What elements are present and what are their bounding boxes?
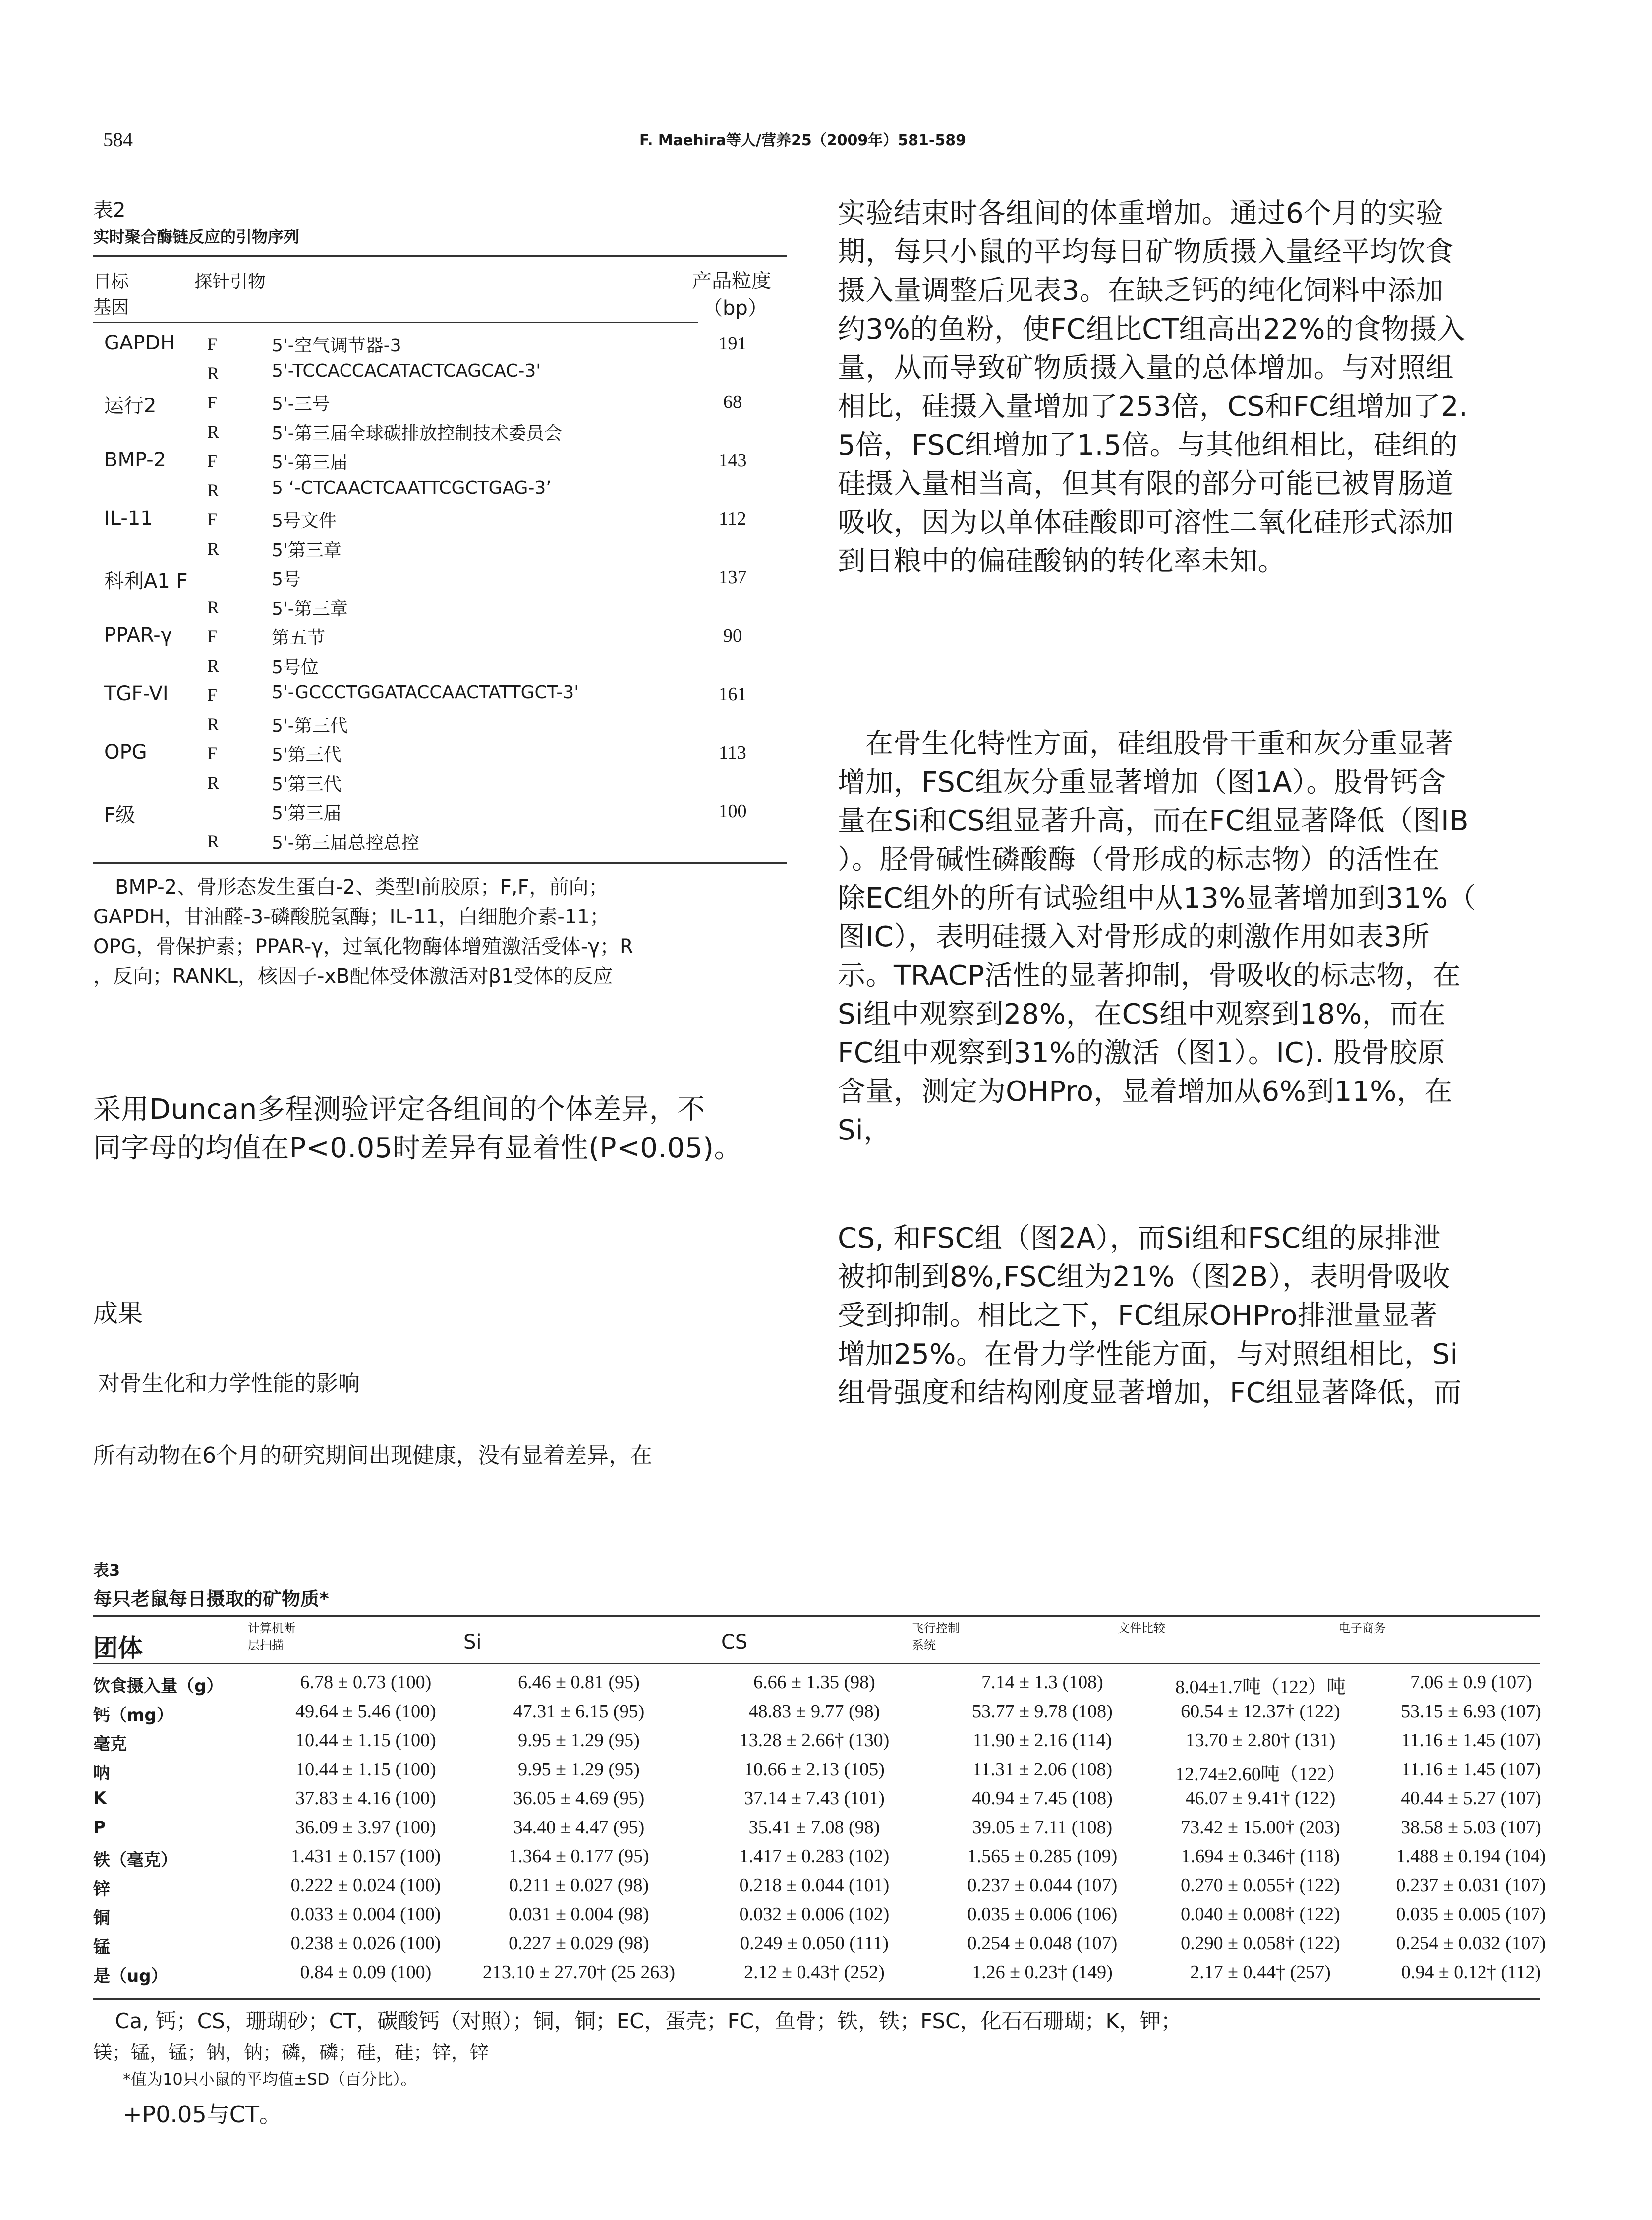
table3-footnote-abbrev: Ca, 钙；CS，珊瑚砂；CT，碳酸钙（对照）；铜，铜；EC，蛋壳；FC，鱼骨；铁，铁；FSC，化石石珊瑚；K，钾； — [115, 2009, 1182, 2033]
table2-direction-cell: R — [207, 656, 220, 676]
table3-bottom-rule — [93, 1998, 1540, 2000]
table2-gene-cell: IL-11 — [104, 507, 153, 530]
table3-cell: 0.031 ± 0.004 (98) — [509, 1904, 649, 1925]
table2-row — [93, 388, 787, 417]
subsection-heading: 对骨生化和力学性能的影响 — [98, 1371, 360, 1396]
text-line: 相比，硅摄入量增加了253倍，CS和FC组增加了2. — [838, 391, 1468, 423]
table3-cell: 0.237 ± 0.044 (107) — [967, 1875, 1118, 1896]
table3-cell: 48.83 ± 9.77 (98) — [748, 1701, 880, 1722]
table3-row-label: P — [93, 1818, 106, 1837]
table3-cell: 1.488 ± 0.194 (104) — [1396, 1846, 1546, 1867]
table2-size-cell: 113 — [719, 742, 746, 763]
table2-row — [93, 534, 787, 563]
table3-row — [93, 1785, 1540, 1814]
column-header-line: 飞行控制 — [912, 1621, 960, 1635]
table3-footnote-abbrev-2: 镁；锰，锰；钠，钠；磷，磷；硅，硅；锌，锌 — [93, 2042, 489, 2063]
table3-cell: 11.90 ± 2.16 (114) — [972, 1730, 1112, 1751]
text-line: 示。TRACP活性的显著抑制，骨吸收的标志物，在 — [838, 960, 1461, 992]
table3-cell: 10.66 ± 2.13 (105) — [744, 1759, 885, 1780]
table2-size-cell: 161 — [718, 684, 747, 705]
text-line: 采用Duncan多程测验评定各组间的个体差异，不 — [93, 1093, 705, 1126]
table3-row-label: 钙（mg） — [93, 1706, 173, 1725]
table3-column-header — [1338, 1620, 1386, 1637]
table2-sequence-cell: 5'-三号 — [272, 394, 330, 414]
table3-cell: 2.12 ± 0.43† (252) — [744, 1962, 885, 1983]
table2-sequence-cell: 5 ‘-CTCAACTCAATTCGCTGAG-3’ — [272, 478, 552, 498]
text-line: ）。胫骨碱性磷酸酶（骨形成的标志物）的活性在 — [838, 844, 1440, 876]
text-line: 到日粮中的偏硅酸钠的转化率未知。 — [838, 545, 1286, 577]
table3-cell: 73.42 ± 15.00† (203) — [1181, 1817, 1340, 1838]
table2-bottom-rule — [93, 862, 787, 864]
table3-group-header: 团体 — [93, 1634, 143, 1662]
table3-row-label: 铁（毫克） — [93, 1850, 177, 1870]
table2-row — [93, 476, 787, 505]
table2-size-cell: 112 — [719, 509, 746, 529]
table3-row — [93, 1815, 1540, 1843]
text-line: 被抑制到8%,FSC组为21%（图2B），表明骨吸收 — [838, 1261, 1451, 1293]
table3-row-label: 毫克 — [93, 1734, 127, 1754]
table2-sequence-cell: 5'-第三届 — [272, 453, 348, 473]
table2-header-size: 产品粒度 — [692, 270, 771, 292]
table3-cell: 0.249 ± 0.050 (111) — [740, 1933, 889, 1954]
table2-row — [93, 359, 787, 388]
table2-direction-cell: F — [207, 334, 218, 354]
table2-gene-cell: PPAR-γ — [104, 624, 172, 647]
table3-top-rule — [93, 1615, 1540, 1617]
table3-row-label: 饮食摄入量（g） — [93, 1676, 224, 1696]
table2-row — [93, 564, 787, 592]
table2-direction-cell: R — [207, 363, 220, 383]
table2-header-size-unit: （bp） — [703, 297, 768, 320]
table2-row — [93, 447, 787, 475]
table3-cell: 0.218 ± 0.044 (101) — [739, 1875, 890, 1896]
table2-header-rule — [93, 322, 698, 323]
table2-footnote-line: ，反向；RANKL，核因子-xB配体受体激活对β1受体的反应 — [93, 965, 613, 988]
text-line: 约3%的鱼粉，使FC组比CT组高出22%的食物摄入 — [838, 313, 1466, 345]
text-line: 量，从而导致矿物质摄入量的总体增加。与对照组 — [838, 352, 1454, 384]
table3-cell: 9.95 ± 1.29 (95) — [518, 1730, 640, 1751]
table3-row — [93, 1959, 1540, 1988]
table3-cell: 46.07 ± 9.41† (122) — [1185, 1788, 1336, 1809]
text-line: 除EC组外的所有试验组中从13%显著增加到31%（ — [838, 882, 1476, 914]
text-line: 组骨强度和结构刚度显著增加，FC组显著降低，而 — [838, 1377, 1462, 1409]
table2-row — [93, 651, 787, 680]
table2-direction-cell: F — [207, 743, 218, 763]
table2-sequence-cell: 5'-第三代 — [272, 716, 348, 736]
table3-cell: 0.270 ± 0.055† (122) — [1181, 1875, 1340, 1896]
table2-footnote-line: GAPDH，甘油醛-3-磷酸脱氢酶；IL-11，白细胞介素-11； — [93, 906, 610, 928]
table3-cell: 7.06 ± 0.9 (107) — [1410, 1672, 1532, 1693]
table2-footnote-line: OPG，骨保护素；PPAR-γ，过氧化物酶体增殖激活受体-γ；R — [93, 935, 633, 958]
table3-row — [93, 1669, 1540, 1698]
table2-row — [93, 797, 787, 826]
column-header-line: 层扫描 — [248, 1638, 284, 1652]
table2-row — [93, 505, 787, 534]
table3-row — [93, 1843, 1546, 1872]
table3-cell: 0.211 ± 0.027 (98) — [509, 1875, 649, 1896]
table3-row-label: 锰 — [93, 1937, 110, 1957]
table3-footnote-dagger: +P0.05与CT。 — [123, 2101, 282, 2128]
table3-cell: 7.14 ± 1.3 (108) — [981, 1672, 1103, 1693]
table3-cell: 9.95 ± 1.29 (95) — [518, 1759, 640, 1780]
table2-direction-cell: R — [207, 773, 220, 793]
table3-cell: 10.44 ± 1.15 (100) — [295, 1730, 436, 1751]
page-number: 584 — [103, 128, 133, 151]
table2-row — [93, 622, 787, 651]
table2-gene-cell: 科利A1 F — [104, 570, 188, 593]
table3-cell: 2.17 ± 0.44† (257) — [1190, 1962, 1331, 1983]
table2-size-cell: 68 — [723, 392, 742, 412]
table3-cell: 6.78 ± 0.73 (100) — [300, 1672, 432, 1693]
table3-cell: 6.66 ± 1.35 (98) — [753, 1672, 875, 1693]
right-paragraph-2 — [838, 725, 1551, 1150]
table3-cell: 12.74±2.60吨（122） — [1175, 1764, 1346, 1785]
table3-cell: 36.09 ± 3.97 (100) — [295, 1817, 436, 1838]
table3-row-label: K — [93, 1788, 107, 1808]
text-line: Si， — [838, 1114, 892, 1146]
table2-gene-cell: BMP-2 — [104, 449, 167, 471]
table3-cell: 1.431 ± 0.157 (100) — [290, 1846, 441, 1867]
table3-column-header — [463, 1631, 482, 1653]
text-line: 受到抑制。相比之下，FC组尿OHPro排泄量显著 — [838, 1300, 1438, 1332]
column-header-line: 电子商务 — [1338, 1621, 1386, 1635]
table2-size-cell: 100 — [718, 801, 747, 822]
table3-cell: 0.222 ± 0.024 (100) — [290, 1875, 441, 1896]
text-line: 吸收，因为以单体硅酸即可溶性二氧化硅形式添加 — [838, 507, 1454, 539]
section-heading-results: 成果 — [93, 1299, 143, 1328]
table3-cell: 11.31 ± 2.06 (108) — [972, 1759, 1113, 1780]
table2-footnote — [93, 872, 799, 991]
table3-cell: 13.28 ± 2.66† (130) — [739, 1730, 890, 1751]
text-line: 图IC），表明硅摄入对骨形成的刺激作用如表3所 — [838, 921, 1430, 953]
right-paragraph-1 — [838, 194, 1551, 581]
table3-cell: 36.05 ± 4.69 (95) — [513, 1788, 645, 1809]
running-header: F. Maehira等人/营养25（2009年）581-589 — [639, 132, 966, 149]
table3-cell: 0.040 ± 0.008† (122) — [1181, 1904, 1340, 1925]
text-line: CS, 和FSC组（图2A），而Si组和FSC组的尿排泄 — [838, 1222, 1441, 1254]
table3-row — [93, 1727, 1540, 1756]
table3-row — [93, 1901, 1546, 1930]
table3-row-label: 锌 — [93, 1879, 110, 1899]
table3-cell: 34.40 ± 4.47 (95) — [513, 1817, 645, 1838]
table3-row — [93, 1873, 1546, 1901]
table2-direction-cell: R — [207, 831, 220, 851]
table2-gene-cell: F级 — [104, 804, 136, 827]
table2-direction-cell: F — [207, 626, 218, 646]
table2-direction-cell: R — [207, 597, 220, 617]
table3-cell: 0.035 ± 0.006 (106) — [967, 1904, 1118, 1925]
text-line: 增加，FSC组灰分重显著增加（图1A）。股骨钙含 — [838, 766, 1446, 798]
table3-cell: 0.227 ± 0.029 (98) — [509, 1933, 649, 1954]
table2-sequence-cell: 5'-第三届全球碳排放控制技术委员会 — [272, 423, 562, 444]
table2-row — [93, 417, 787, 446]
table2-top-rule — [93, 255, 787, 257]
table2-sequence-cell: 第五节 — [272, 628, 326, 648]
text-line: Si组中观察到28%，在CS组中观察到18%，而在 — [838, 998, 1446, 1030]
table2-header-target: 目标 — [93, 272, 129, 292]
table2-size-cell: 137 — [718, 567, 747, 588]
table3-cell: 11.16 ± 1.45 (107) — [1401, 1759, 1541, 1780]
table3-cell: 37.14 ± 7.43 (101) — [744, 1788, 885, 1809]
table3-cell: 0.254 ± 0.032 (107) — [1396, 1933, 1546, 1954]
text-line: 增加25%。在骨力学性能方面，与对照组相比，Si — [838, 1338, 1458, 1370]
table2-direction-cell: F — [207, 451, 218, 471]
table2-header-primer: 探针引物 — [194, 272, 266, 292]
table3-cell: 35.41 ± 7.08 (98) — [748, 1817, 880, 1838]
column-header-line: 文件比较 — [1118, 1621, 1165, 1635]
table3-cell: 53.15 ± 6.93 (107) — [1401, 1701, 1541, 1722]
table3-cell: 0.032 ± 0.006 (102) — [739, 1904, 890, 1925]
table3-label: 表3 — [93, 1561, 120, 1580]
column-header-line: CS — [721, 1631, 748, 1653]
table3-cell: 1.26 ± 0.23† (149) — [972, 1962, 1113, 1983]
table2-title: 实时聚合酶链反应的引物序列 — [93, 228, 300, 246]
table2-gene-cell: OPG — [104, 741, 147, 764]
table3-cell: 0.290 ± 0.058† (122) — [1181, 1933, 1340, 1954]
table2-gene-cell: TGF-VI — [104, 683, 169, 705]
right-paragraph-3 — [838, 1219, 1551, 1413]
text-line: 5倍，FSC组增加了1.5倍。与其他组相比，硅组的 — [838, 429, 1458, 461]
table2-sequence-cell: 5'第三代 — [272, 745, 342, 765]
table2-header-gene: 基因 — [93, 297, 129, 318]
table2-direction-cell: F — [207, 685, 218, 705]
table2-direction-cell: R — [207, 480, 220, 500]
table2-row — [93, 330, 787, 358]
text-line: 期，每只小鼠的平均每日矿物质摄入量经平均饮食 — [838, 236, 1454, 268]
table2-direction-cell: R — [207, 422, 220, 442]
text-line: 硅摄入量相当高，但其有限的部分可能已被胃肠道 — [838, 468, 1454, 500]
table3-cell: 49.64 ± 5.46 (100) — [295, 1701, 436, 1722]
table3-cell: 38.58 ± 5.03 (107) — [1401, 1817, 1541, 1838]
table3-cell: 1.694 ± 0.346† (118) — [1181, 1846, 1340, 1867]
table3-cell: 213.10 ± 27.70† (25 263) — [482, 1962, 676, 1983]
table2-row — [93, 681, 787, 709]
table2-sequence-cell: 5号位 — [272, 657, 319, 678]
table2-sequence-cell: 5'第三章 — [272, 540, 342, 561]
table3-cell: 53.77 ± 9.78 (108) — [972, 1701, 1113, 1722]
table2-sequence-cell: 5'第三届 — [272, 803, 342, 824]
table3-header-rule — [93, 1663, 1540, 1664]
table2-sequence-cell: 5'第三代 — [272, 774, 342, 795]
table3-cell: 0.94 ± 0.12† (112) — [1401, 1962, 1541, 1983]
table2-row — [93, 827, 787, 855]
table3-cell: 0.035 ± 0.005 (107) — [1396, 1904, 1546, 1925]
table3-cell: 0.238 ± 0.026 (100) — [290, 1933, 441, 1954]
table3-cell: 6.46 ± 0.81 (95) — [518, 1672, 640, 1693]
column-header-line: 系统 — [912, 1638, 936, 1652]
table2-size-cell: 90 — [723, 626, 742, 646]
text-line: 含量，测定为OHPro，显着增加从6%到11%，在 — [838, 1076, 1453, 1108]
table3-row-label: 呐 — [93, 1764, 110, 1783]
table3-row — [93, 1757, 1540, 1785]
table2-sequence-cell: 5号文件 — [272, 511, 337, 531]
text-line: 摄入量调整后见表3。在缺乏钙的纯化饲料中添加 — [838, 275, 1444, 307]
table3-cell: 60.54 ± 12.37† (122) — [1181, 1701, 1340, 1722]
table3-cell: 37.83 ± 4.16 (100) — [295, 1788, 436, 1809]
table3-row-label: 是（ug） — [93, 1966, 168, 1986]
table3-cell: 13.70 ± 2.80† (131) — [1185, 1730, 1336, 1751]
column-header-line: 计算机断 — [248, 1621, 295, 1635]
table3-title: 每只老鼠每日摄取的矿物质* — [93, 1588, 329, 1610]
table3-cell: 0.033 ± 0.004 (100) — [290, 1904, 441, 1925]
table2-gene-cell: GAPDH — [104, 332, 175, 354]
column-header-line: Si — [463, 1631, 482, 1653]
text-line: 实验结束时各组间的体重增加。通过6个月的实验 — [838, 197, 1444, 229]
table3-cell: 0.237 ± 0.031 (107) — [1396, 1875, 1546, 1896]
table3-cell: 8.04±1.7吨（122）吨 — [1175, 1677, 1346, 1698]
table2-sequence-cell: 5号 — [272, 569, 301, 590]
table2-row — [93, 739, 787, 768]
table3-row — [93, 1931, 1546, 1959]
table3-cell: 0.84 ± 0.09 (100) — [300, 1962, 432, 1983]
table3-cell: 40.44 ± 5.27 (107) — [1401, 1788, 1541, 1809]
table3-cell: 1.364 ± 0.177 (95) — [509, 1846, 649, 1867]
table2-gene-cell: 运行2 — [104, 395, 157, 417]
table2-direction-cell: F — [207, 393, 218, 412]
table2-row — [93, 710, 787, 739]
table3-cell: 39.05 ± 7.11 (108) — [972, 1817, 1113, 1838]
table3-column-header — [248, 1620, 295, 1653]
results-first-line: 所有动物在6个月的研究期间出现健康，没有显着差异，在 — [93, 1443, 652, 1468]
table3-cell: 11.16 ± 1.45 (107) — [1401, 1730, 1541, 1751]
table2-footnote-line: BMP-2、骨形态发生蛋白-2、类型I前胶原；F,F，前向； — [115, 876, 609, 899]
table2-size-cell: 191 — [718, 333, 747, 354]
text-line: 在骨生化特性方面，硅组股骨干重和灰分重显著 — [865, 728, 1454, 760]
table3-row — [93, 1699, 1540, 1727]
table2-size-cell: 143 — [718, 450, 747, 471]
table2-direction-cell: R — [207, 714, 220, 734]
table3-column-header — [912, 1620, 960, 1653]
table3-cell: 10.44 ± 1.15 (100) — [295, 1759, 436, 1780]
text-line: 同字母的均值在P<0.05时差异有显着性(P<0.05)。 — [93, 1132, 742, 1164]
text-line: 量在Si和CS组显著升高，而在FC组显著降低（图IB — [838, 805, 1469, 837]
table2-label: 表2 — [93, 199, 126, 222]
text-line: FC组中观察到31%的激活（图1）。IC). 股骨胶原 — [838, 1037, 1445, 1069]
table3-column-header — [721, 1631, 747, 1653]
table2-direction-cell: R — [207, 539, 220, 559]
table3-column-header — [1118, 1620, 1165, 1637]
table3-cell: 40.94 ± 7.45 (108) — [972, 1788, 1113, 1809]
table3-cell: 1.565 ± 0.285 (109) — [967, 1846, 1118, 1867]
table2-row — [93, 593, 787, 622]
table2-sequence-cell: 5'-空气调节器-3 — [272, 336, 401, 356]
methods-paragraph — [93, 1090, 797, 1168]
table2-row — [93, 768, 787, 797]
table3-cell: 0.254 ± 0.048 (107) — [967, 1933, 1118, 1954]
table2-sequence-cell: 5'-第三章 — [272, 599, 348, 619]
table2-sequence-cell: 5'-GCCCTGGATACCAACTATTGCT-3' — [272, 683, 579, 703]
table2-direction-cell: F — [207, 510, 218, 529]
table3-cell: 47.31 ± 6.15 (95) — [513, 1701, 645, 1722]
table2-sequence-cell: 5'-第三届总控总控 — [272, 833, 419, 853]
table3-cell: 1.417 ± 0.283 (102) — [739, 1846, 890, 1867]
table2-sequence-cell: 5'-TCCACCACATACTCAGCAC-3' — [272, 361, 541, 381]
table3-row-label: 铜 — [93, 1908, 110, 1928]
table3-footnote-star: *值为10只小鼠的平均值±SD（百分比）。 — [123, 2070, 417, 2089]
